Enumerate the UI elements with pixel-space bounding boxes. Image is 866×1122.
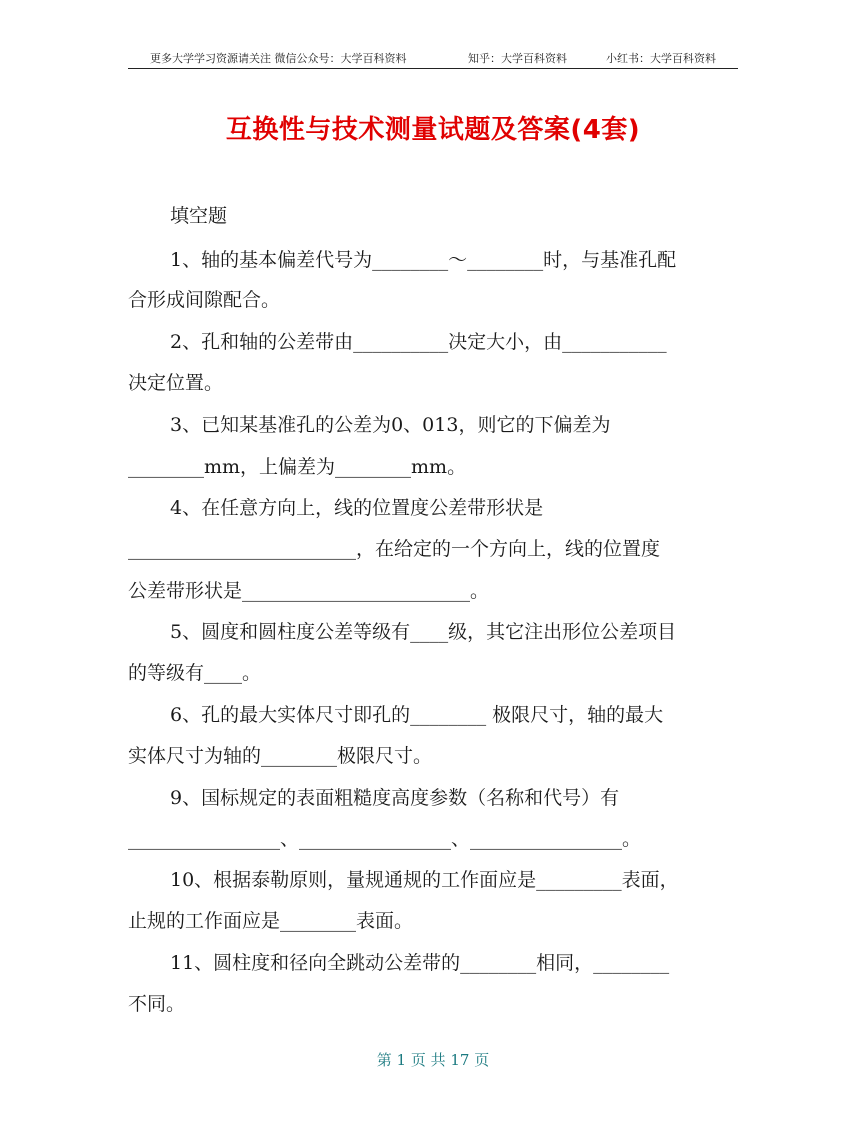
question-2-line-2: 决定位置。 — [128, 372, 224, 394]
page-header — [128, 50, 738, 69]
question-3-line-2: ________mm，上偏差为________mm。 — [128, 456, 467, 478]
question-9-line-1: 9、国标规定的表面粗糙度高度参数（名称和代号）有 — [170, 787, 620, 809]
question-6-line-2: 实体尺寸为轴的________极限尺寸。 — [128, 745, 433, 767]
question-4-line-3: 公差带形状是________________________。 — [128, 580, 490, 602]
question-5-line-2: 的等级有____。 — [128, 662, 262, 684]
question-11-line-1: 11、圆柱度和径向全跳动公差带的________相同，________ — [170, 952, 670, 974]
question-3-line-1: 3、已知某基准孔的公差为0、013，则它的下偏差为 — [170, 414, 611, 436]
header-zhihu-text: 知乎：大学百科资料 — [468, 52, 567, 65]
question-2-line-1: 2、孔和轴的公差带由__________决定大小，由___________ — [170, 331, 667, 353]
page-number-footer: 第 1 页 共 17 页 — [376, 1051, 490, 1069]
question-4-line-2: ________________________，在给定的一个方向上，线的位置度 — [128, 538, 661, 560]
question-6-line-1: 6、孔的最大实体尺寸即孔的________ 极限尺寸，轴的最大 — [170, 704, 664, 726]
question-10-line-2: 止规的工作面应是________表面。 — [128, 910, 414, 932]
header-xiaohongshu-text: 小红书：大学百科资料 — [606, 52, 716, 65]
question-1-line-2: 合形成间隙配合。 — [128, 289, 281, 311]
question-4-line-1: 4、在任意方向上，线的位置度公差带形状是 — [170, 497, 544, 519]
section-heading: 填空题 — [170, 205, 228, 227]
header-wechat-text: 更多大学学习资源请关注 微信公众号：大学百科资料 — [150, 52, 407, 65]
question-11-line-2: 不同。 — [128, 993, 186, 1015]
question-9-line-2: ________________、________________、________________。 — [128, 828, 642, 850]
question-5-line-1: 5、圆度和圆柱度公差等级有____级，其它注出形位公差项目 — [170, 621, 677, 643]
question-10-line-1: 10、根据泰勒原则，量规通规的工作面应是_________表面， — [170, 869, 679, 891]
question-1-line-1: 1、轴的基本偏差代号为________～________时，与基准孔配 — [170, 249, 677, 271]
document-title: 互换性与技术测量试题及答案(4套) — [225, 115, 641, 145]
